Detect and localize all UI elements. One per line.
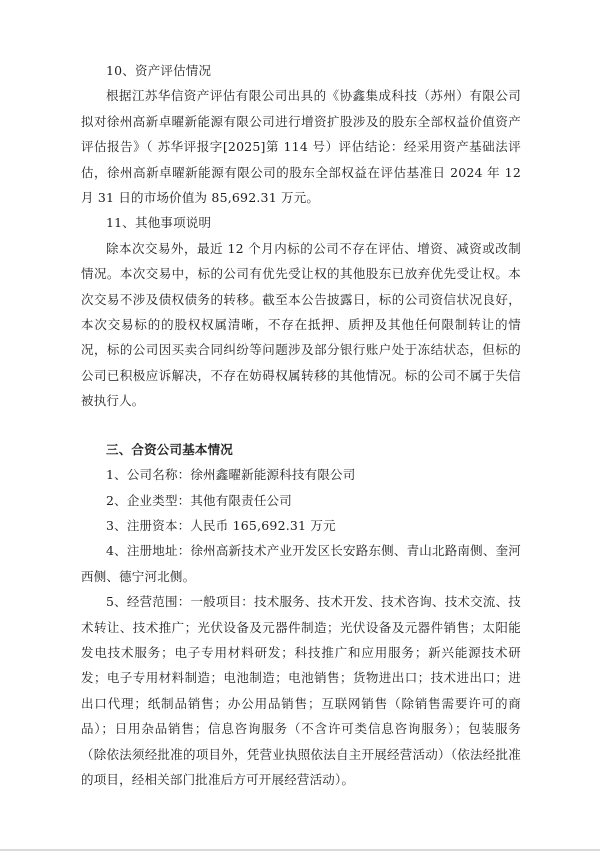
paragraph-other-matters: 除本次交易外，最近 12 个月内标的公司不存在评估、增资、减资或改制情况。本次交易中，标的公司有优先受让权的其他股东已放弃优先受让权。本次交易不涉及债权债务的转移。截至本公告披露日，标的公司资信状况良好，本次交易标的的股权权属清晰，不存在抵押、质押及其他任何限制转让的情况，标的公司因买卖合同纠纷等问题涉及部分银行账户处于冻结状态，但标的公司已积极应诉解决，不存在妨碍权属转移的其他情况。标的公司不属于失信被执行人。 xyxy=(81,240,521,409)
jv-item-registered-address: 4、注册地址：徐州高新技术产业开发区长安路东侧、青山北路南侧、奎河西侧、德宁河北侧。 xyxy=(81,543,521,584)
jv-item-business-scope: 5、经营范围：一般项目：技术服务、技术开发、技术咨询、技术交流、技术转让、技术推广；光伏设备及元器件制造；光伏设备及元器件销售；太阳能发电技术服务；电子专用材料研发；科技推广和应用服务；新兴能源技术研发；电子专用材料制造；电池制造；电池销售；货物进出口；技术进出口；进出口代理；纸制品销售；办公用品销售；互联网销售（除销售需要许可的商品）；日用杂品销售；信息咨询服务（不含许可类信息咨询服务）；包装服务（除依法须经批准的项目外，凭营业执照依法自主开展经营活动）（依法经批准的项目，经相关部门批准后方可开展经营活动）。 xyxy=(81,594,521,787)
jv-item-company-type: 2、企业类型：其他有限责任公司 xyxy=(106,492,292,508)
jv-item-company-name: 1、公司名称：徐州鑫曜新能源科技有限公司 xyxy=(106,467,356,483)
section-heading-joint-venture: 三、合资公司基本情况 xyxy=(106,441,234,457)
jv-item-registered-capital: 3、注册资本：人民币 165,692.31 万元 xyxy=(106,517,336,533)
section-heading-other-matters: 11、其他事项说明 xyxy=(106,215,212,231)
paragraph-asset-valuation: 根据江苏华信资产评估有限公司出具的《协鑫集成科技（苏州）有限公司拟对徐州高新卓曜新能源有限公司进行增资扩股涉及的股东全部权益价值资产评估报告》（ 苏华评报字[2025]第 114 号）评估结论：经采用资产基础法评估，徐州高新卓曜新能源有限公司的股东全部权益在评估基准日 2024 年 12 月 31 日的市场价值为 85,692.31 万元。 xyxy=(81,88,521,206)
section-heading-asset-valuation: 10、资产评估情况 xyxy=(106,63,212,78)
